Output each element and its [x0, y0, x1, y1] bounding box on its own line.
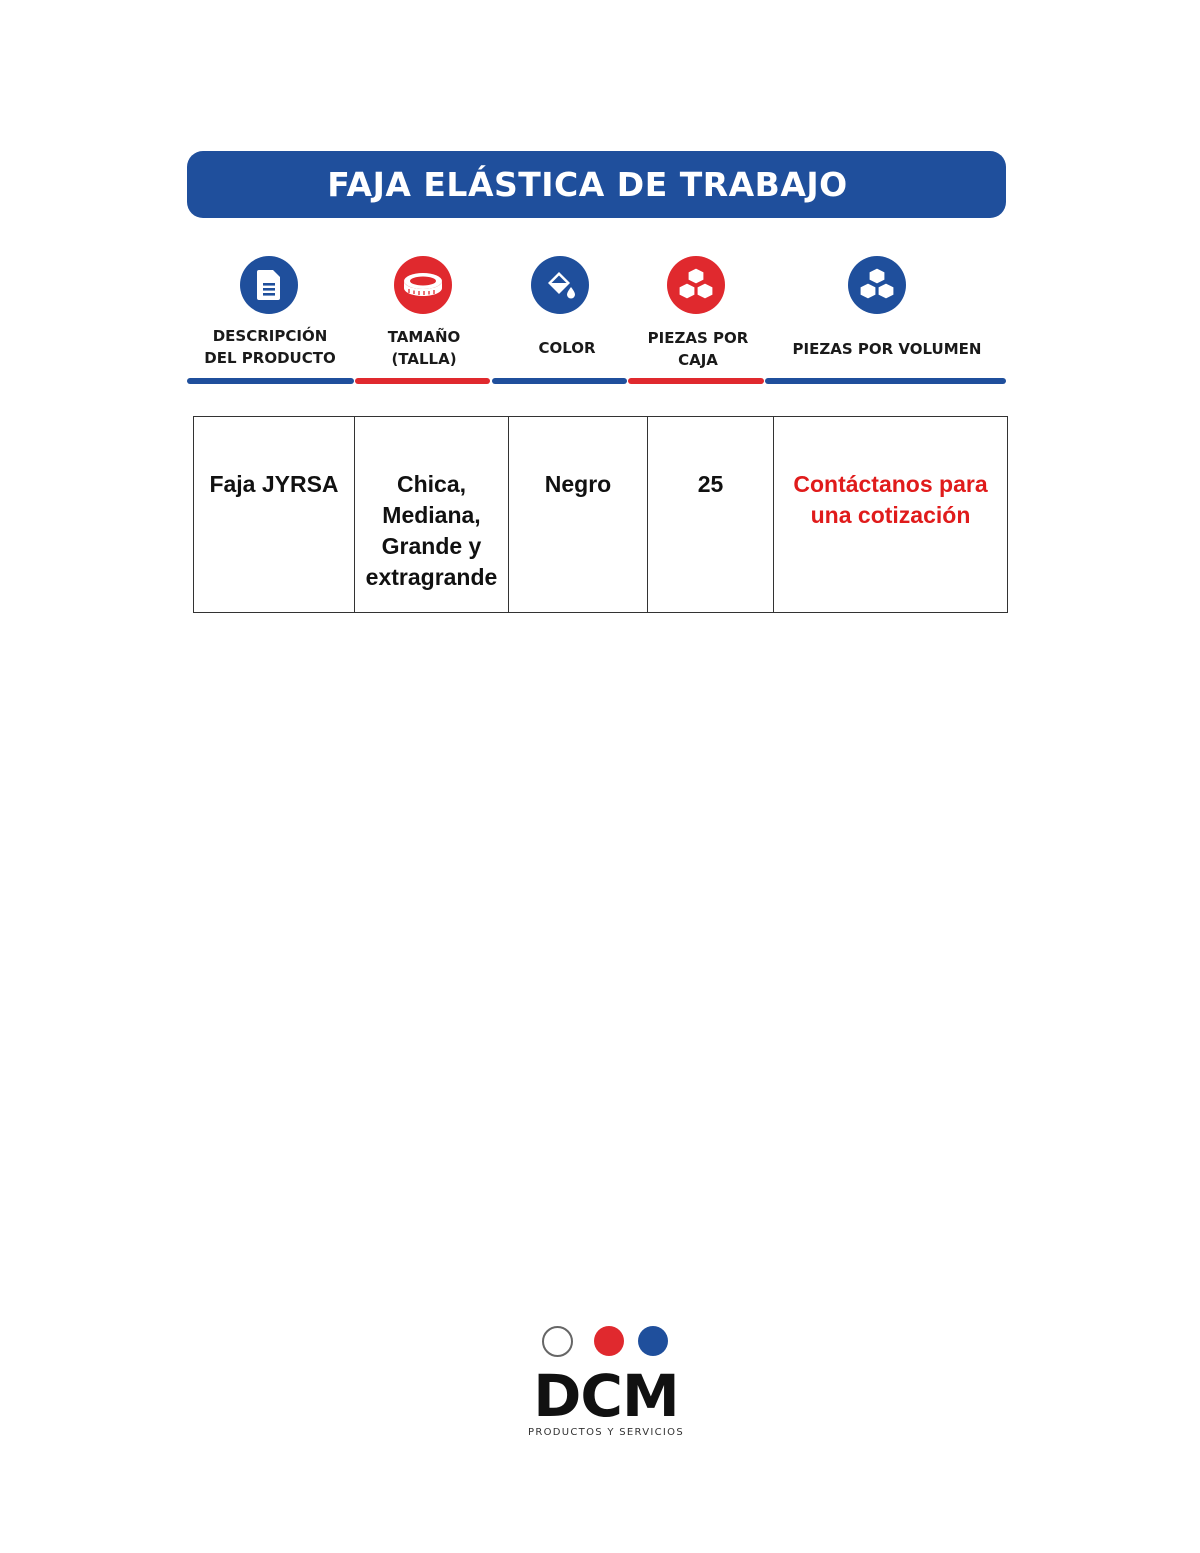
header-underline [628, 378, 764, 384]
title-banner [187, 151, 1006, 218]
header-underline [492, 378, 627, 384]
cell-color: Negro [509, 417, 648, 613]
cell-quote-link[interactable]: Contáctanos para una cotización [774, 417, 1008, 613]
product-table [193, 416, 1008, 613]
cell-description: Faja JYRSA [194, 417, 355, 613]
column-header-description: DESCRIPCIÓN DEL PRODUCTO [204, 327, 336, 367]
cell-size: Chica, Mediana, Grande y extragrande [355, 417, 509, 613]
column-header-size: TAMAÑO (TALLA) [387, 328, 461, 368]
logo-tagline: PRODUCTOS Y SERVICIOS [528, 1427, 684, 1438]
logo-dot-blue [638, 1326, 668, 1356]
logo-dot-white [542, 1326, 573, 1357]
column-header-pieces-per-box: PIEZAS POR CAJA [647, 329, 749, 369]
table-row [194, 417, 1008, 613]
column-header-pieces-per-volume: PIEZAS POR VOLUMEN [792, 340, 982, 358]
boxes-icon [848, 256, 906, 314]
logo-dot-red [594, 1326, 624, 1356]
header-underline [765, 378, 1006, 384]
column-header-color: COLOR [538, 339, 596, 357]
header-underline [355, 378, 490, 384]
document-icon [240, 256, 298, 314]
boxes-icon [667, 256, 725, 314]
measuring-tape-icon [394, 256, 452, 314]
paint-bucket-icon [531, 256, 589, 314]
logo-dots [542, 1326, 672, 1358]
logo-name: DCM [533, 1362, 679, 1430]
header-underline [187, 378, 354, 384]
cell-pieces-per-box: 25 [648, 417, 774, 613]
page-title: FAJA ELÁSTICA DE TRABAJO [327, 165, 848, 204]
